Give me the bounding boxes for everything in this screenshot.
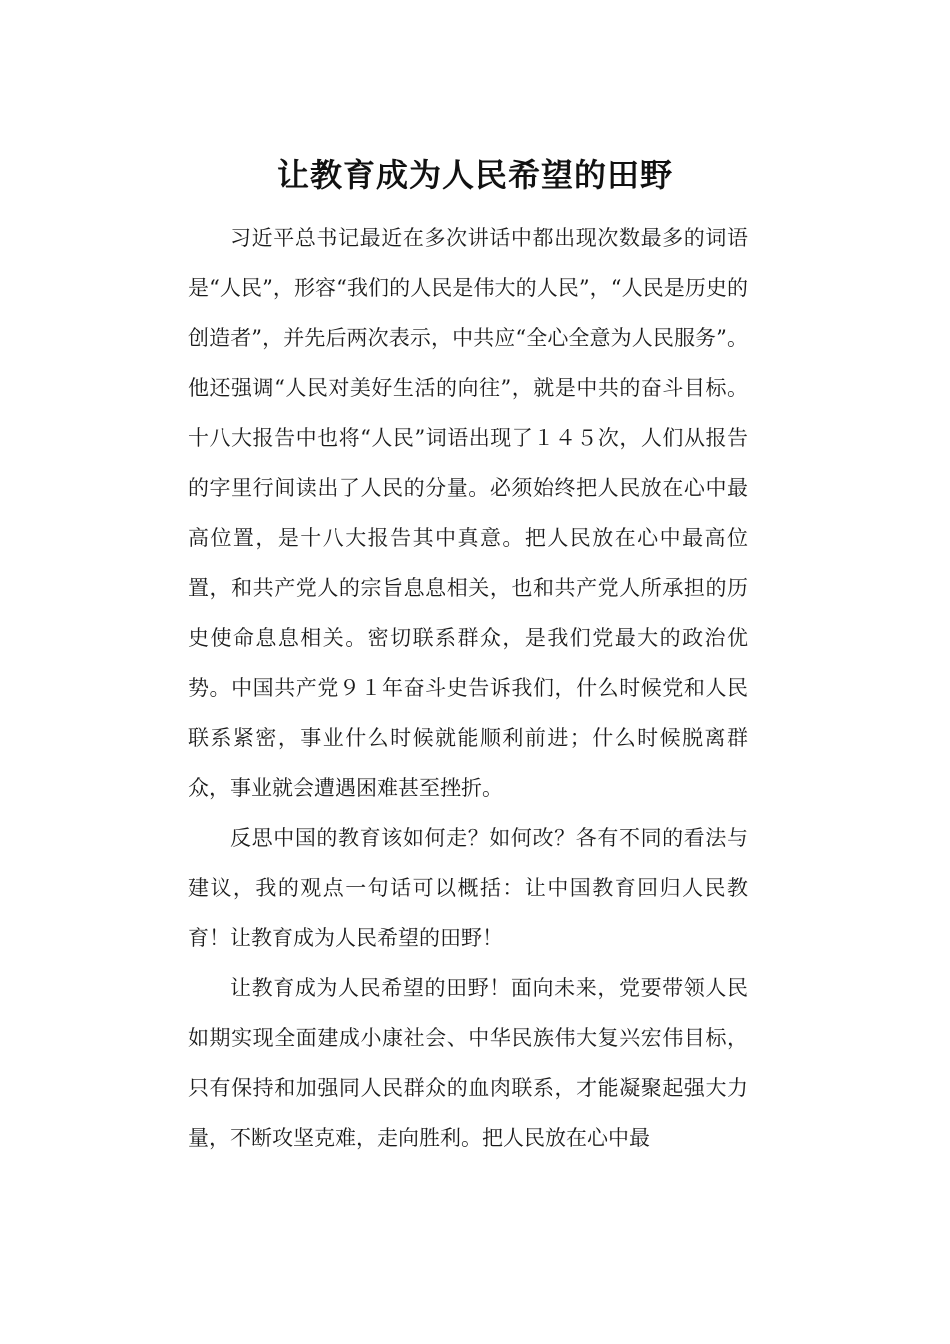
paragraph-1: 习近平总书记最近在多次讲话中都出现次数最多的词语是“人民”，形容“我们的人民是伟大的人民”，“人民是历史的创造者”，并先后两次表示，中共应“全心全意为人民服务”。他还强调“人民对美好生活的向往”，就是中共的奋斗目标。十八大报告中也将“人民”词语出现了１４５次，人们从报告的字里行间读出了人民的分量。必须始终把人民放在心中最高位置，是十八大报告其中真意。把人民放在心中最高位置，和共产党人的宗旨息息相关，也和共产党人所承担的历史使命息息相关。密切联系群众，是我们党最大的政治优势。中国共产党９１年奋斗史告诉我们，什么时候党和人民联系紧密，事业什么时候就能顺利前进；什么时候脱离群众，事业就会遭遇困难甚至挫折。	[188, 226, 748, 800]
paragraph-3: 让教育成为人民希望的田野！面向未来，党要带领人民如期实现全面建成小康社会、中华民族伟大复兴宏伟目标，只有保持和加强同人民群众的血肉联系，才能凝聚起强大力量，不断攻坚克难，走向胜利。把人民放在心中最	[188, 976, 748, 1150]
document-title: 让教育成为人民希望的田野	[276, 156, 673, 194]
document-body	[188, 213, 748, 1163]
paragraph-2: 反思中国的教育该如何走？如何改？各有不同的看法与建议，我的观点一句话可以概括：让中国教育回归人民教育！让教育成为人民希望的田野！	[188, 826, 748, 950]
